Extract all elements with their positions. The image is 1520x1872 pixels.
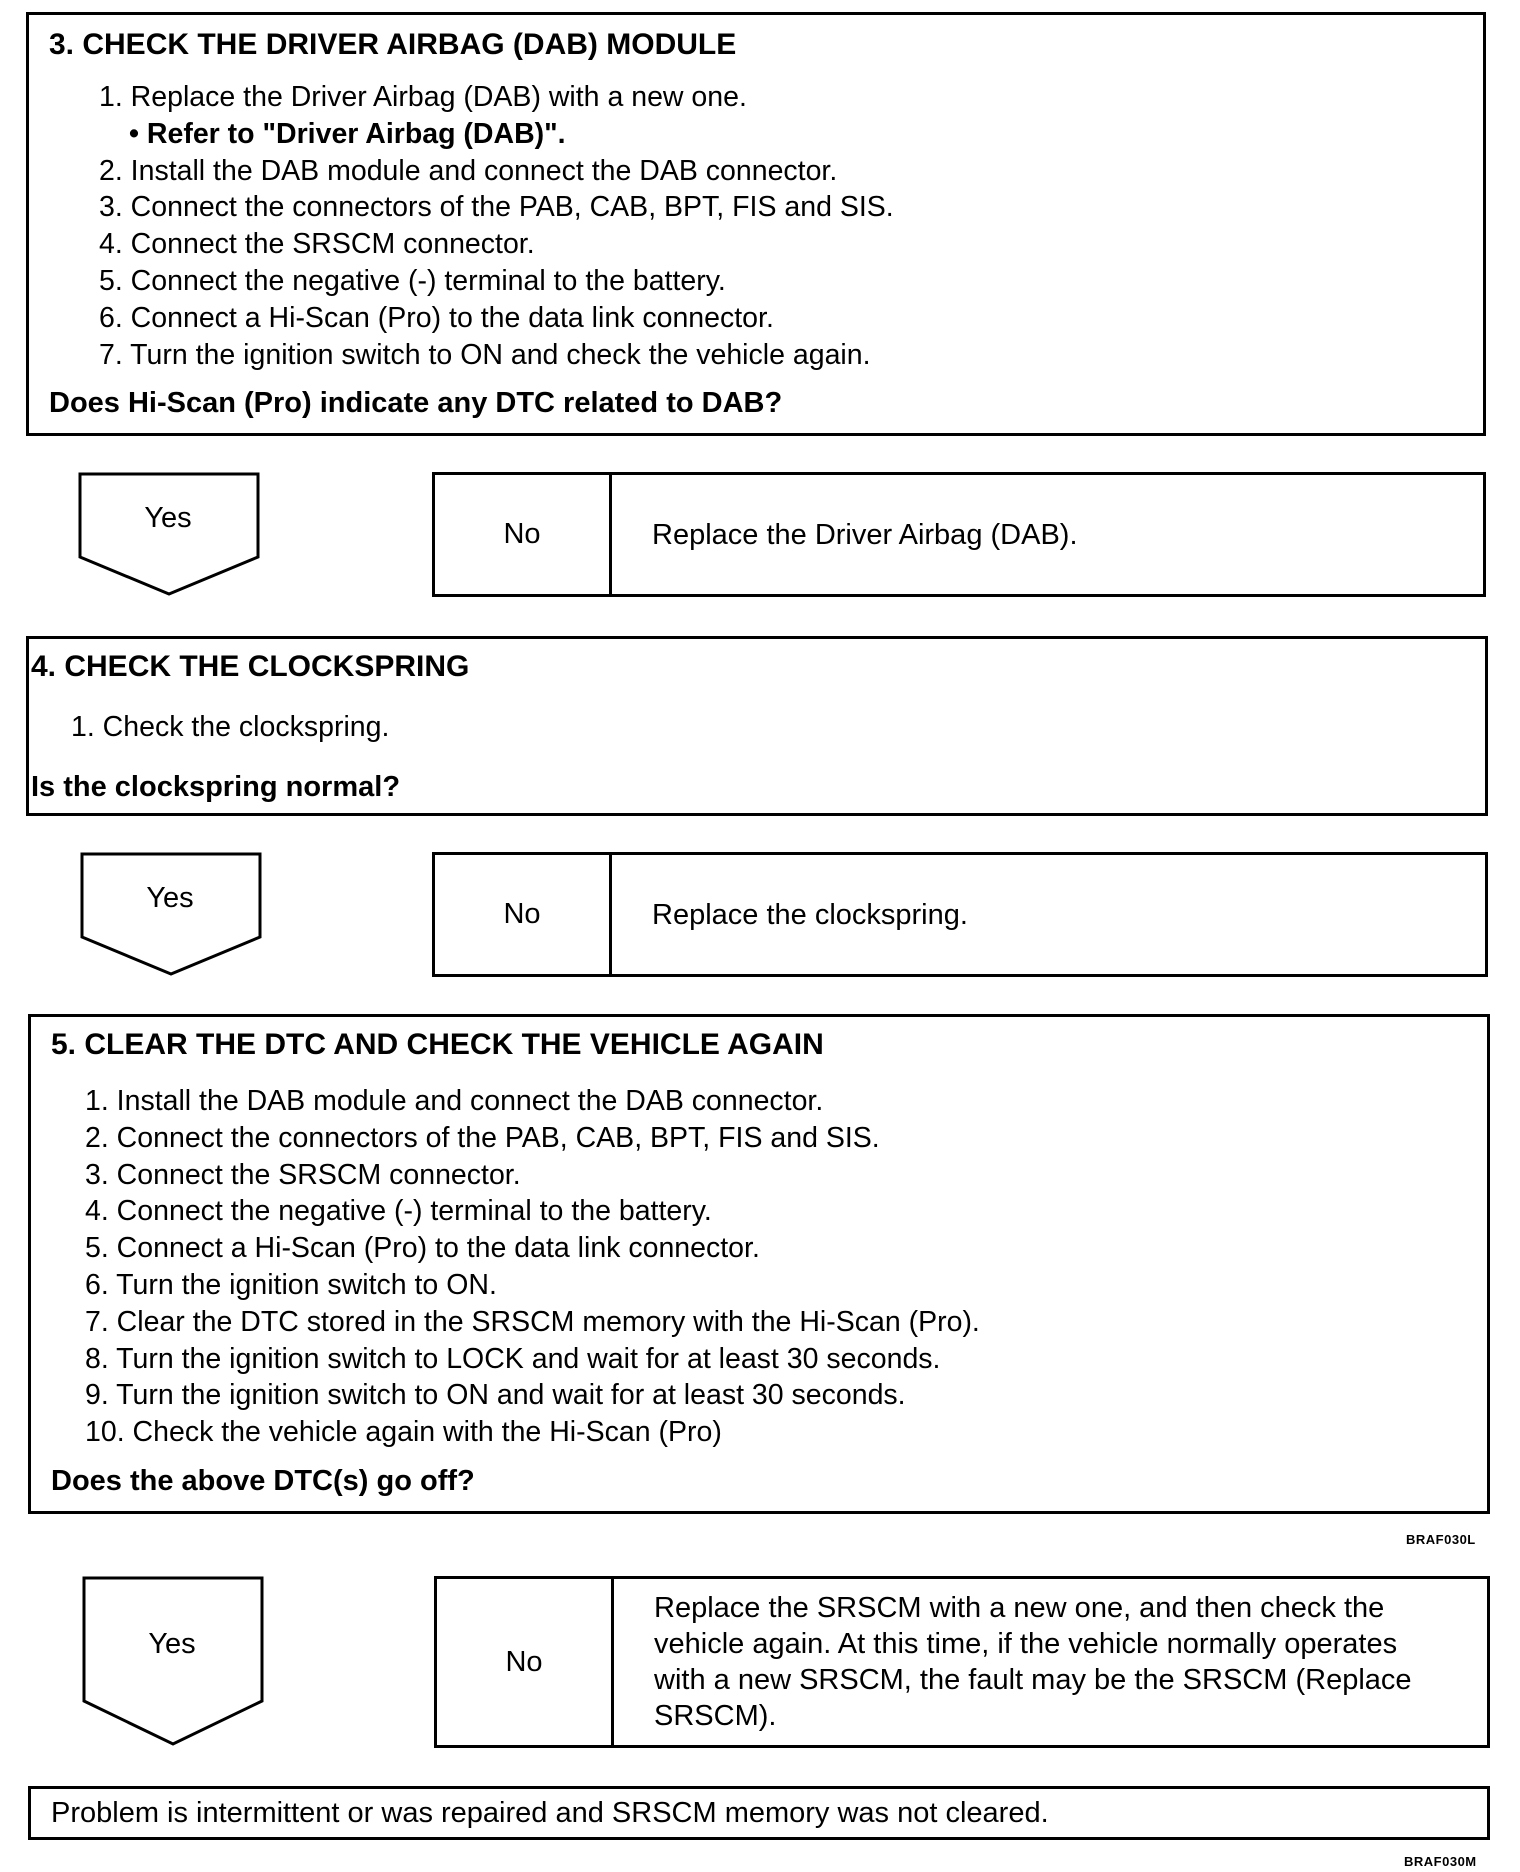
step5-steps [85,1083,980,1451]
arrow-down-icon [82,1576,266,1748]
step3-title: 3. CHECK THE DRIVER AIRBAG (DAB) MODULE [49,28,737,61]
arrow-down-icon [80,852,264,982]
step3-step-1: 1. Replace the Driver Airbag (DAB) with a new one. [99,81,747,113]
step5-question: Does the above DTC(s) go off? [51,1465,475,1497]
step3-question: Does Hi-Scan (Pro) indicate any DTC related to DAB? [49,387,783,419]
step4-no-action: Replace the clockspring. [652,898,968,931]
step4-yes-label: Yes [146,882,194,914]
step3-yes-label: Yes [144,502,192,534]
step3-no-box [432,472,1486,597]
step4-yes-arrow [80,852,264,982]
step5-title: 5. CLEAR THE DTC AND CHECK THE VEHICLE AGAIN [51,1028,824,1061]
result-text: Problem is intermittent or was repaired and SRSCM memory was not cleared. [51,1797,1049,1829]
step3-step-3: 3. Connect the connectors of the PAB, CAB, BPT, FIS and SIS. [99,191,894,224]
step5-step-3: 3. Connect the SRSCM connector. [85,1158,521,1191]
step3-steps [99,79,894,373]
step4-step-1: 1. Check the clockspring. [71,711,390,743]
step3-no-label: No [435,475,612,594]
step3-no-action: Replace the Driver Airbag (DAB). [652,518,1078,551]
step5-yes-label: Yes [148,1628,196,1660]
step3-box [26,12,1486,436]
step3-step-6: 6. Connect a Hi-Scan (Pro) to the data link connector. [99,301,774,334]
step5-step-5: 5. Connect a Hi-Scan (Pro) to the data link connector. [85,1232,760,1265]
figure-code-m: BRAF030M [1404,1854,1477,1869]
step5-step-7: 7. Clear the DTC stored in the SRSCM memory with the Hi-Scan (Pro). [85,1305,980,1338]
step5-step-2: 2. Connect the connectors of the PAB, CAB, BPT, FIS and SIS. [85,1121,880,1154]
step5-yes-arrow [82,1576,266,1748]
step3-step-2: 2. Install the DAB module and connect the DAB connector. [99,154,838,187]
step5-step-4: 4. Connect the negative (-) terminal to the battery. [85,1195,712,1228]
step5-step-8: 8. Turn the ignition switch to LOCK and wait for at least 30 seconds. [85,1342,941,1375]
step3-sub-note: • Refer to "Driver Airbag (DAB)". [129,117,566,150]
arrow-down-icon [78,472,262,602]
step3-step-7: 7. Turn the ignition switch to ON and check the vehicle again. [99,338,871,371]
step4-steps [71,709,389,746]
step4-no-label: No [435,855,612,974]
step3-yes-arrow [78,472,262,602]
figure-code-l: BRAF030L [1406,1532,1476,1547]
step3-step-5: 5. Connect the negative (-) terminal to the battery. [99,264,726,297]
result-box [28,1786,1490,1840]
step5-step-6: 6. Turn the ignition switch to ON. [85,1268,497,1301]
step3-step-4: 4. Connect the SRSCM connector. [99,228,535,261]
step4-question: Is the clockspring normal? [31,771,401,803]
step4-title: 4. CHECK THE CLOCKSPRING [31,650,470,683]
step5-step-9: 9. Turn the ignition switch to ON and wait for at least 30 seconds. [85,1379,906,1412]
step5-box [28,1014,1490,1514]
step5-step-10: 10. Check the vehicle again with the Hi-Scan (Pro) [85,1416,722,1449]
step5-no-box [434,1576,1490,1748]
step5-no-action: Replace the SRSCM with a new one, and then check the vehicle again. At this time, if the vehicle normally operates with a new SRSCM, the fault may be the SRSCM (Replace SRSCM). [654,1592,1412,1732]
step4-box [26,636,1488,816]
step5-no-label: No [437,1579,614,1745]
step5-step-1: 1. Install the DAB module and connect the DAB connector. [85,1085,824,1117]
step4-no-box [432,852,1488,977]
